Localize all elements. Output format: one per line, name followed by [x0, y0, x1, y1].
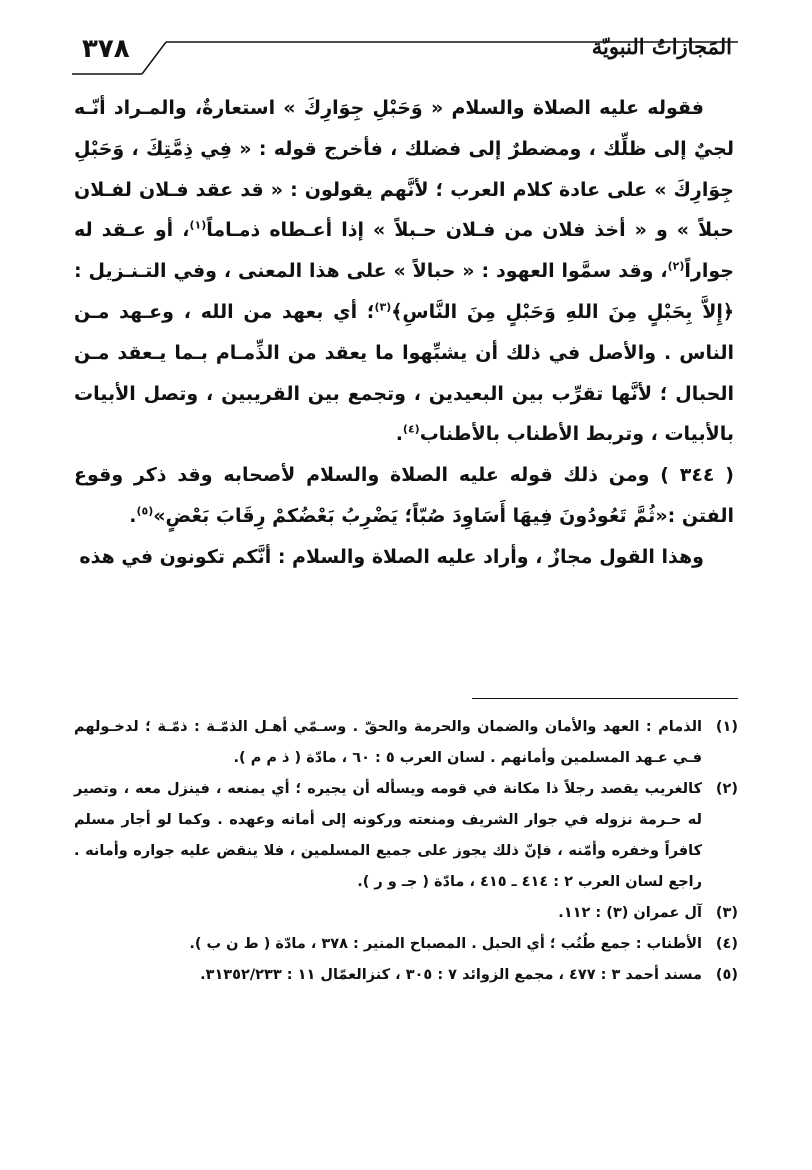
text: .	[129, 504, 137, 527]
footnote-ref-3: (٣)	[374, 300, 392, 314]
footnote-text: الذمام : العهد والأمان والضمان والحرمة والحقّ . وسـمّي أهـل الذمّـة : ذمّـة ؛ لدخـولهم فـي عـهد المسلمين وأمانهم . لسان العرب ٥ : ٦٠ ، مادّة ( ذ م م ).	[74, 719, 702, 766]
quran-quote: ﴿إِلاَّ بِحَبْلٍ مِنَ اللهِ وَحَبْلٍ مِنَ النَّاسِ﴾	[391, 300, 734, 323]
text: ، أو عـقد له جواراً	[74, 219, 734, 283]
footnote-number: (٤)	[715, 936, 738, 952]
page-header	[72, 28, 738, 76]
footnote-number: (٢)	[715, 781, 738, 797]
text: ، وقد سمَّوا العهود : « حبالاً » على هذا المعنى ، وفي التـنـزيل :	[74, 260, 668, 283]
item-number: ( ٣٤٤ )	[660, 464, 734, 487]
footnote	[74, 774, 738, 898]
running-title: المَجازاتُ النبويّة	[591, 34, 732, 59]
page-number: ٣٧٨	[82, 34, 130, 64]
paragraph-2	[74, 455, 734, 537]
footnote-number: (٥)	[715, 967, 738, 983]
footnote-number: (١)	[715, 719, 738, 735]
footnote-ref-5: (٥)	[136, 504, 154, 518]
footnote-number: (٣)	[715, 905, 738, 921]
footnote	[74, 929, 738, 960]
text: ؛ أي بعهد من الله ، وعـهد مـن الناس . والأصل في ذلك أن يشبِّهوا ما يعقد من الذِّمـام بـما يـعقد مـن الحبال ؛ لأنَّها تقرِّب بين البعيدين ، وتجمع بين القريبين ، وتصل الأبيات بالأبيات ، وتربط الأطناب بالأطناب	[74, 300, 734, 446]
text: .	[395, 423, 403, 446]
footnote	[74, 960, 738, 991]
footnote-text: مسند أحمد ٣ : ٤٧٧ ، مجمع الزوائد ٧ : ٣٠٥ ، كنزالعمّال ١١ : ٣١٣٥٢/٢٣٣.	[200, 967, 702, 983]
footnote-ref-2: (٢)	[667, 259, 685, 273]
footnote-divider	[472, 698, 738, 699]
main-text	[74, 88, 734, 578]
footnote-text: كالغريب يقصد رجلاً ذا مكانة في قومه ويسأله أن يجيره ؛ أي يمنعه ، فينزل معه ، وتصير له حـرمة نزوله في جوار الشريف ومنعته وركونه إلى أمانه وعهده . وكما لو أجار مسلم كافراً وخفره وأمّنه ، فإنّ ذلك يجوز على جميع المسلمين ، فلا ينقض عليه جواره وأمانه . راجع لسان العرب ٢ : ٤١٤ ـ ٤١٥ ، مادّة ( جـ و ر ).	[74, 781, 702, 890]
footnote-ref-1: (١)	[189, 219, 207, 233]
paragraph-1	[74, 88, 734, 455]
footnotes	[74, 712, 738, 991]
footnote	[74, 712, 738, 774]
text: فقوله عليه الصلاة والسلام « وَحَبْلِ جِوَارِكَ » استعارةٌ، والمـراد أنّـه لجيٌ إلى ظلِّك ، ومضطرٌ إلى فضلك ، فأخرج قوله : « فِي ذِمَّتِكَ ، وَحَبْلِ جِوَارِكَ » على عادة كلام العرب ؛ لأنَّهم يقولون : « قد عقد فـلان لفـلان حبلاً » و « أخذ فلان من فـلان حـبلاً » إذا أعـطاه ذمـاماً	[74, 97, 734, 242]
text: ومن ذلك قوله عليه الصلاة والسلام لأصحابه وقد ذكر وقوع الفتن :	[74, 464, 734, 527]
footnote	[74, 898, 738, 929]
paragraph-3	[74, 537, 734, 578]
footnote-ref-4: (٤)	[402, 423, 420, 437]
footnote-text: آل عمران (٣) : ١١٢.	[558, 905, 702, 921]
text: وهذا القول مجازٌ ، وأراد عليه الصلاة والسلام : أنَّكم تكونون في هذه	[79, 545, 704, 568]
hadith-quote: «ثُمَّ تَعُودُونَ فِيهَا أَسَاوِدَ صُبّاً؛ يَضْرِبُ بَعْضُكمْ رِقَابَ بَعْضٍ»	[153, 504, 668, 527]
footnote-text: الأطناب : جمع طُنُب ؛ أي الحبل . المصباح المنير : ٣٧٨ ، مادّة ( ط ن ب ).	[189, 936, 702, 952]
